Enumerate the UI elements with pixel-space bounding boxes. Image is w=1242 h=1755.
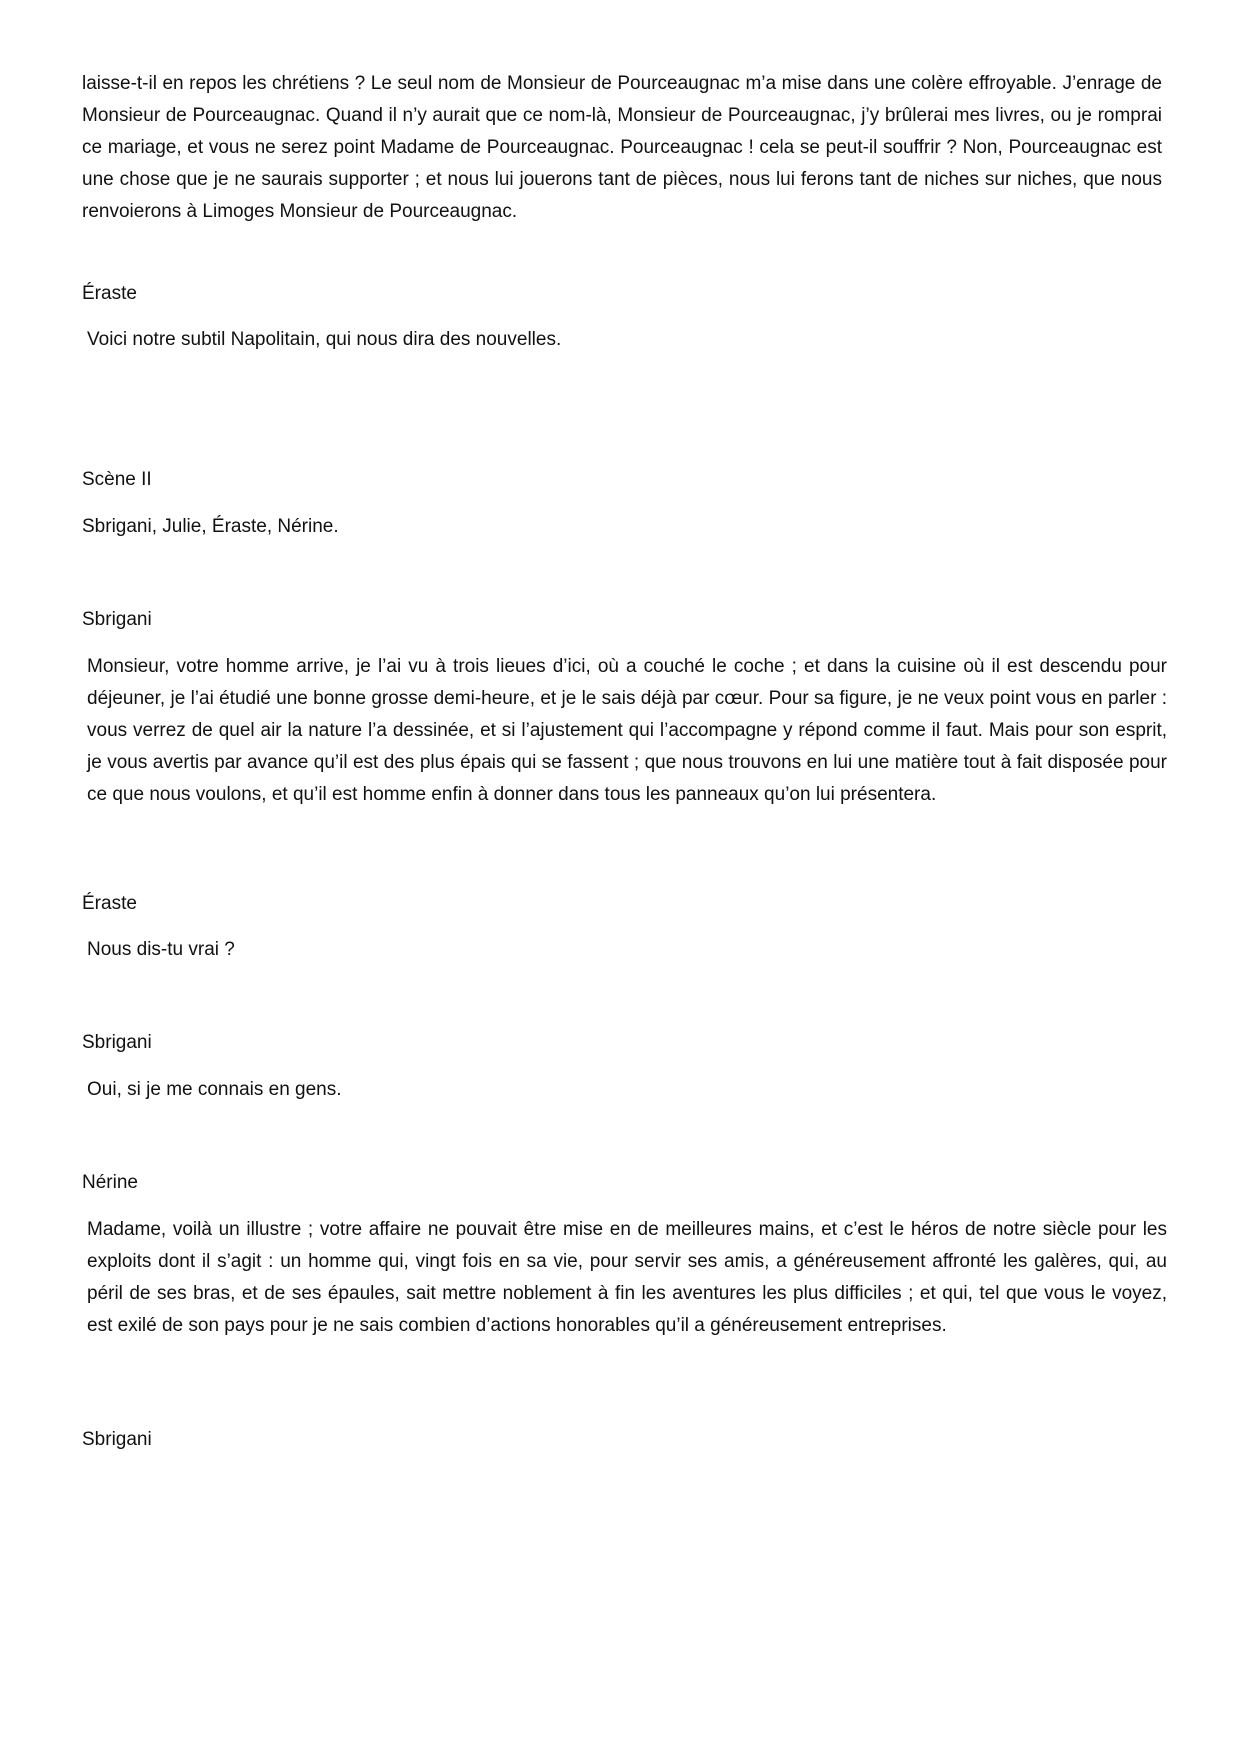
scene-heading: Scène II <box>82 469 152 490</box>
speaker-sbrigani: Sbrigani <box>82 1032 152 1053</box>
paragraph-sbrigani-speech: Monsieur, votre homme arrive, je l’ai vu à trois lieues d’ici, où a couché le coche ; et dans la cuisine où il est descendu pour déjeuner, je l’ai étudié une bonne grosse demi-heure, et je le sais déjà par cœur. Pour sa figure, je ne veux point vous en parler : vous verrez de quel air la nature l’a dessinée, et si l’ajustement qui l’accompagne y répond comme il faut. Mais pour son esprit, je vous avertis par avance qu’il est des plus épais qui se fassent ; que nous trouvons en lui une matière tout à fait disposée pour ce que nous voulons, et qu’il est homme enfin à donner dans tous les panneaux qu’on lui présentera. <box>87 656 1167 805</box>
document-page <box>82 0 1167 1755</box>
paragraph-sbrigani-reply: Oui, si je me connais en gens. <box>87 1079 342 1100</box>
speaker-eraste: Éraste <box>82 893 137 914</box>
speaker-sbrigani: Sbrigani <box>82 1429 152 1450</box>
scene-characters: Sbrigani, Julie, Éraste, Nérine. <box>82 516 339 537</box>
paragraph-eraste-line: Voici notre subtil Napolitain, qui nous dira des nouvelles. <box>87 329 562 350</box>
paragraph-eraste-question: Nous dis-tu vrai ? <box>87 939 235 960</box>
speaker-eraste: Éraste <box>82 283 137 304</box>
speaker-sbrigani: Sbrigani <box>82 609 152 630</box>
paragraph-julie-monologue: laisse-t-il en repos les chrétiens ? Le seul nom de Monsieur de Pourceaugnac m’a mise dans une colère effroyable. J’enrage de Monsieur de Pourceaugnac. Quand il n’y aurait que ce nom-là, Monsieur de Pourceaugnac, j’y brûlerai mes livres, ou je romprai ce mariage, et vous ne serez point Madame de Pourceaugnac. Pourceaugnac ! cela se peut-il souffrir ? Non, Pourceaugnac est une chose que je ne saurais supporter ; et nous lui jouerons tant de pièces, nous lui ferons tant de niches sur niches, que nous renvoierons à Limoges Monsieur de Pourceaugnac. <box>82 73 1162 222</box>
speaker-nerine: Nérine <box>82 1172 138 1193</box>
paragraph-nerine-speech: Madame, voilà un illustre ; votre affaire ne pouvait être mise en de meilleures mains, et c’est le héros de notre siècle pour les exploits dont il s’agit : un homme qui, vingt fois en sa vie, pour servir ses amis, a généreusement affronté les galères, qui, au péril de ses bras, et de ses épaules, sait mettre noblement à fin les aventures les plus difficiles ; et qui, tel que vous le voyez, est exilé de son pays pour je ne sais combien d’actions honorables qu’il a généreusement entreprises. <box>87 1219 1167 1336</box>
